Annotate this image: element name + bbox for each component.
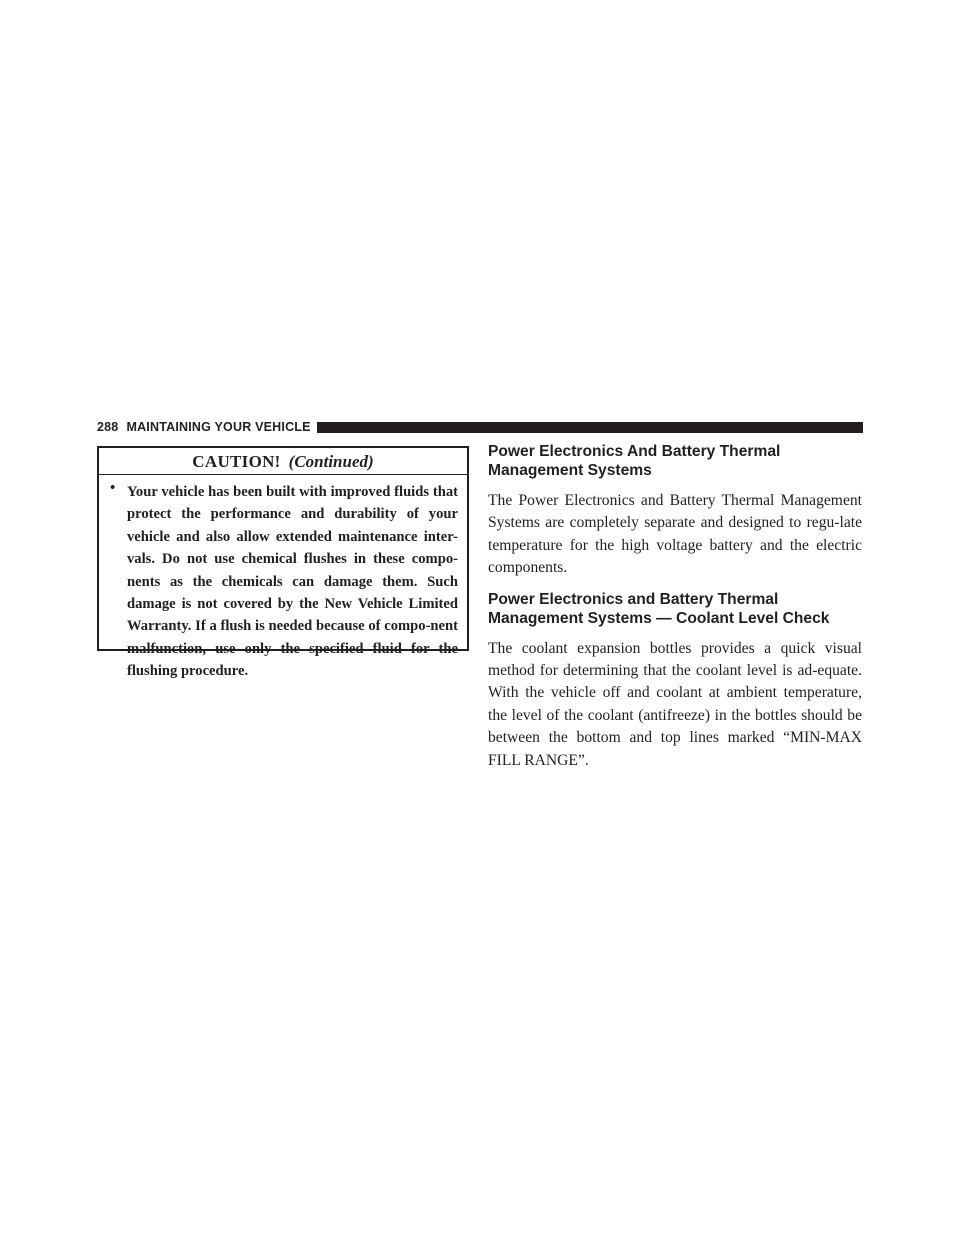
caution-box <box>97 446 469 680</box>
right-column <box>488 442 862 772</box>
caution-header <box>99 448 467 475</box>
running-header <box>97 420 863 434</box>
section-heading-thermal-systems: Power Electronics And Battery Thermal Management Systems <box>488 443 781 479</box>
bullet-icon: • <box>110 480 116 496</box>
caution-continued: (Continued) <box>288 452 374 471</box>
caution-body <box>99 475 467 683</box>
section-title: MAINTAINING YOUR VEHICLE <box>126 420 311 434</box>
header-rule <box>317 422 863 433</box>
caution-label: CAUTION! <box>192 452 281 471</box>
page-number: 288 <box>97 420 119 434</box>
section-heading-coolant-level-check: Power Electronics and Battery Thermal Management Systems — Coolant Level Check <box>488 590 830 627</box>
section-body-thermal-systems: The Power Electronics and Battery Thermal Management Systems are completely separate and designed to regu-late temperature for the high voltage battery and the electric components. <box>488 492 862 577</box>
caution-bullet-text: Your vehicle has been built with improved fluids that protect the performance and durability of your vehicle and also allow extended maintenance inter-vals. Do not use chemical flushes in these compo-nents as the chemicals can damage them. Such damage is not covered by the New Vehicle Limited Warranty. If a flush is needed because of compo-nent malfunction, use only the specified fluid for the flushing procedure. <box>127 484 458 680</box>
section-body-coolant-level-check: The coolant expansion bottles provides a quick visual method for determining that the coolant level is ad-equate. With the vehicle off and coolant at ambient temperature, the level of the coolant (antifreeze) in the bottles should be between the bottom and top lines marked “MIN-MAX FILL RANGE”. <box>488 639 862 769</box>
